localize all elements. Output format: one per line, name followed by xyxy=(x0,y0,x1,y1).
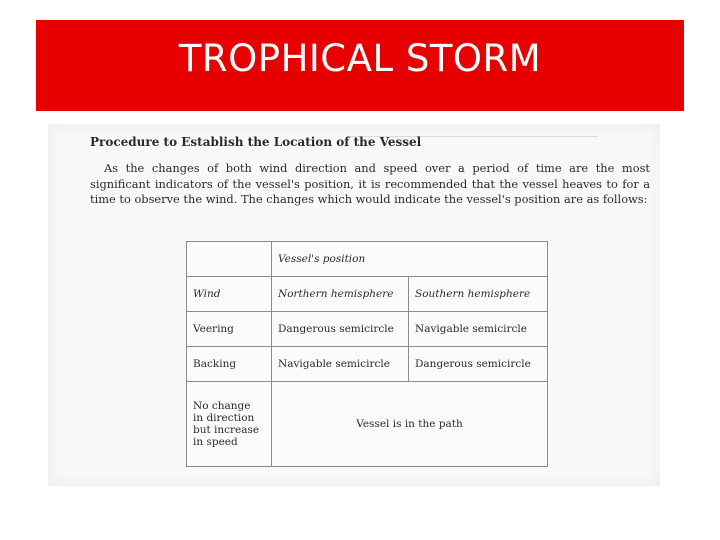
wind-line: in speed xyxy=(193,436,238,448)
table-cell-southern: Dangerous semicircle xyxy=(409,347,548,382)
table-row xyxy=(187,312,548,347)
table-header-southern: Southern hemisphere xyxy=(409,277,548,312)
wind-line: No change xyxy=(193,400,251,412)
table-cell-northern: Navigable semicircle xyxy=(272,347,409,382)
document-paragraph: As the changes of both wind direction and speed over a period of time are the most significant indicators of the vessel's position, it is recommended that the vessel heaves to for a time to observe the wind. The changes which would indicate the vessel's position are as follows: xyxy=(90,161,650,206)
document-heading: Procedure to Establish the Location of the Vessel xyxy=(90,135,422,149)
table-cell-wind xyxy=(187,382,272,467)
table-header-wind: Wind xyxy=(187,277,272,312)
table-header-empty-cell xyxy=(187,242,272,277)
wind-position-table xyxy=(186,241,548,467)
wind-line: in direction xyxy=(193,412,255,424)
table-cell-wind: Veering xyxy=(187,312,272,347)
table-cell-path: Vessel is in the path xyxy=(272,382,548,467)
scanned-document xyxy=(48,124,660,486)
slide-title: TROPHICAL STORM xyxy=(178,37,542,80)
table-row xyxy=(187,347,548,382)
table-header-row xyxy=(187,242,548,277)
table-group-header: Vessel's position xyxy=(272,242,548,277)
table-cell-southern: Navigable semicircle xyxy=(409,312,548,347)
wind-line: but increase xyxy=(193,424,260,436)
table-subheader-row xyxy=(187,277,548,312)
slide-title-bar xyxy=(36,20,684,111)
table-row xyxy=(187,382,548,467)
table-cell-northern: Dangerous semicircle xyxy=(272,312,409,347)
table-cell-wind: Backing xyxy=(187,347,272,382)
table-header-northern: Northern hemisphere xyxy=(272,277,409,312)
